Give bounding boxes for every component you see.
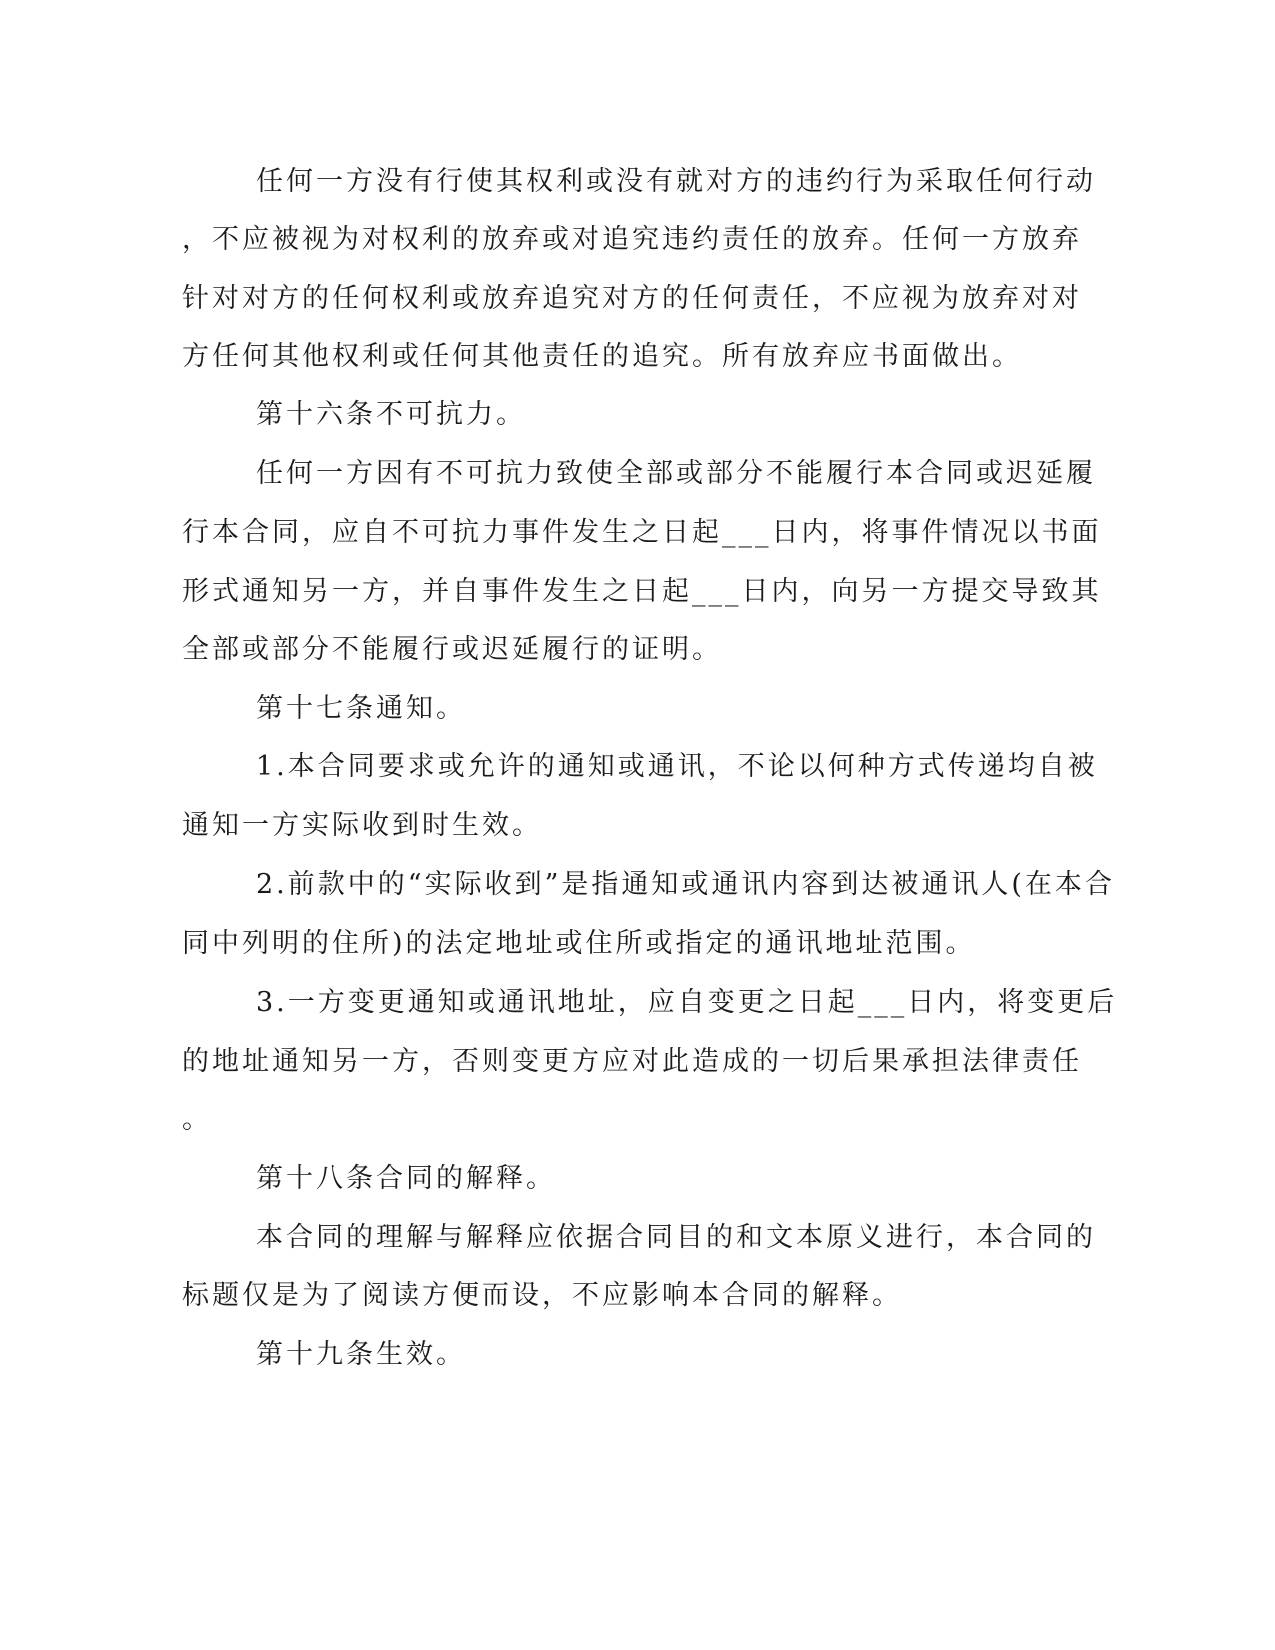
text-line: 全部或部分不能履行或迟延履行的证明。 [182, 634, 722, 665]
text-line: 任何一方没有行使其权利或没有就对方的违约行为采取任何行动 [256, 166, 1096, 197]
text-line: 1.本合同要求或允许的通知或通讯，不论以何种方式传递均自被 [256, 751, 1098, 782]
section-heading: 第十八条合同的解释。 [256, 1163, 556, 1194]
text-line: 同中列明的住所)的法定地址或住所或指定的通讯地址范围。 [182, 928, 976, 959]
text-line: 行本合同，应自不可抗力事件发生之日起___日内，将事件情况以书面 [182, 517, 1102, 548]
text-line: 3.一方变更通知或通讯地址，应自变更之日起___日内，将变更后 [256, 987, 1118, 1018]
text-line: 方任何其他权利或任何其他责任的追究。所有放弃应书面做出。 [182, 341, 1022, 372]
text-line: 。 [182, 1104, 212, 1135]
text-line: 本合同的理解与解释应依据合同目的和文本原义进行，本合同的 [256, 1222, 1096, 1253]
text-line: 形式通知另一方，并自事件发生之日起___日内，向另一方提交导致其 [182, 576, 1102, 607]
text-line: 2.前款中的“实际收到”是指通知或通讯内容到达被通讯人(在本合 [256, 869, 1115, 900]
section-heading: 第十六条不可抗力。 [256, 399, 526, 430]
text-line: 通知一方实际收到时生效。 [182, 810, 542, 841]
text-line: 针对对方的任何权利或放弃追究对方的任何责任，不应视为放弃对对 [182, 283, 1082, 314]
text-line: 任何一方因有不可抗力致使全部或部分不能履行本合同或迟延履 [256, 458, 1096, 489]
text-line: 的地址通知另一方，否则变更方应对此造成的一切后果承担法律责任 [182, 1046, 1082, 1077]
section-heading: 第十七条通知。 [256, 693, 466, 724]
section-heading: 第十九条生效。 [256, 1339, 466, 1370]
text-line: 标题仅是为了阅读方便而设，不应影响本合同的解释。 [182, 1280, 902, 1311]
text-line: ，不应被视为对权利的放弃或对追究违约责任的放弃。任何一方放弃 [182, 224, 1082, 255]
